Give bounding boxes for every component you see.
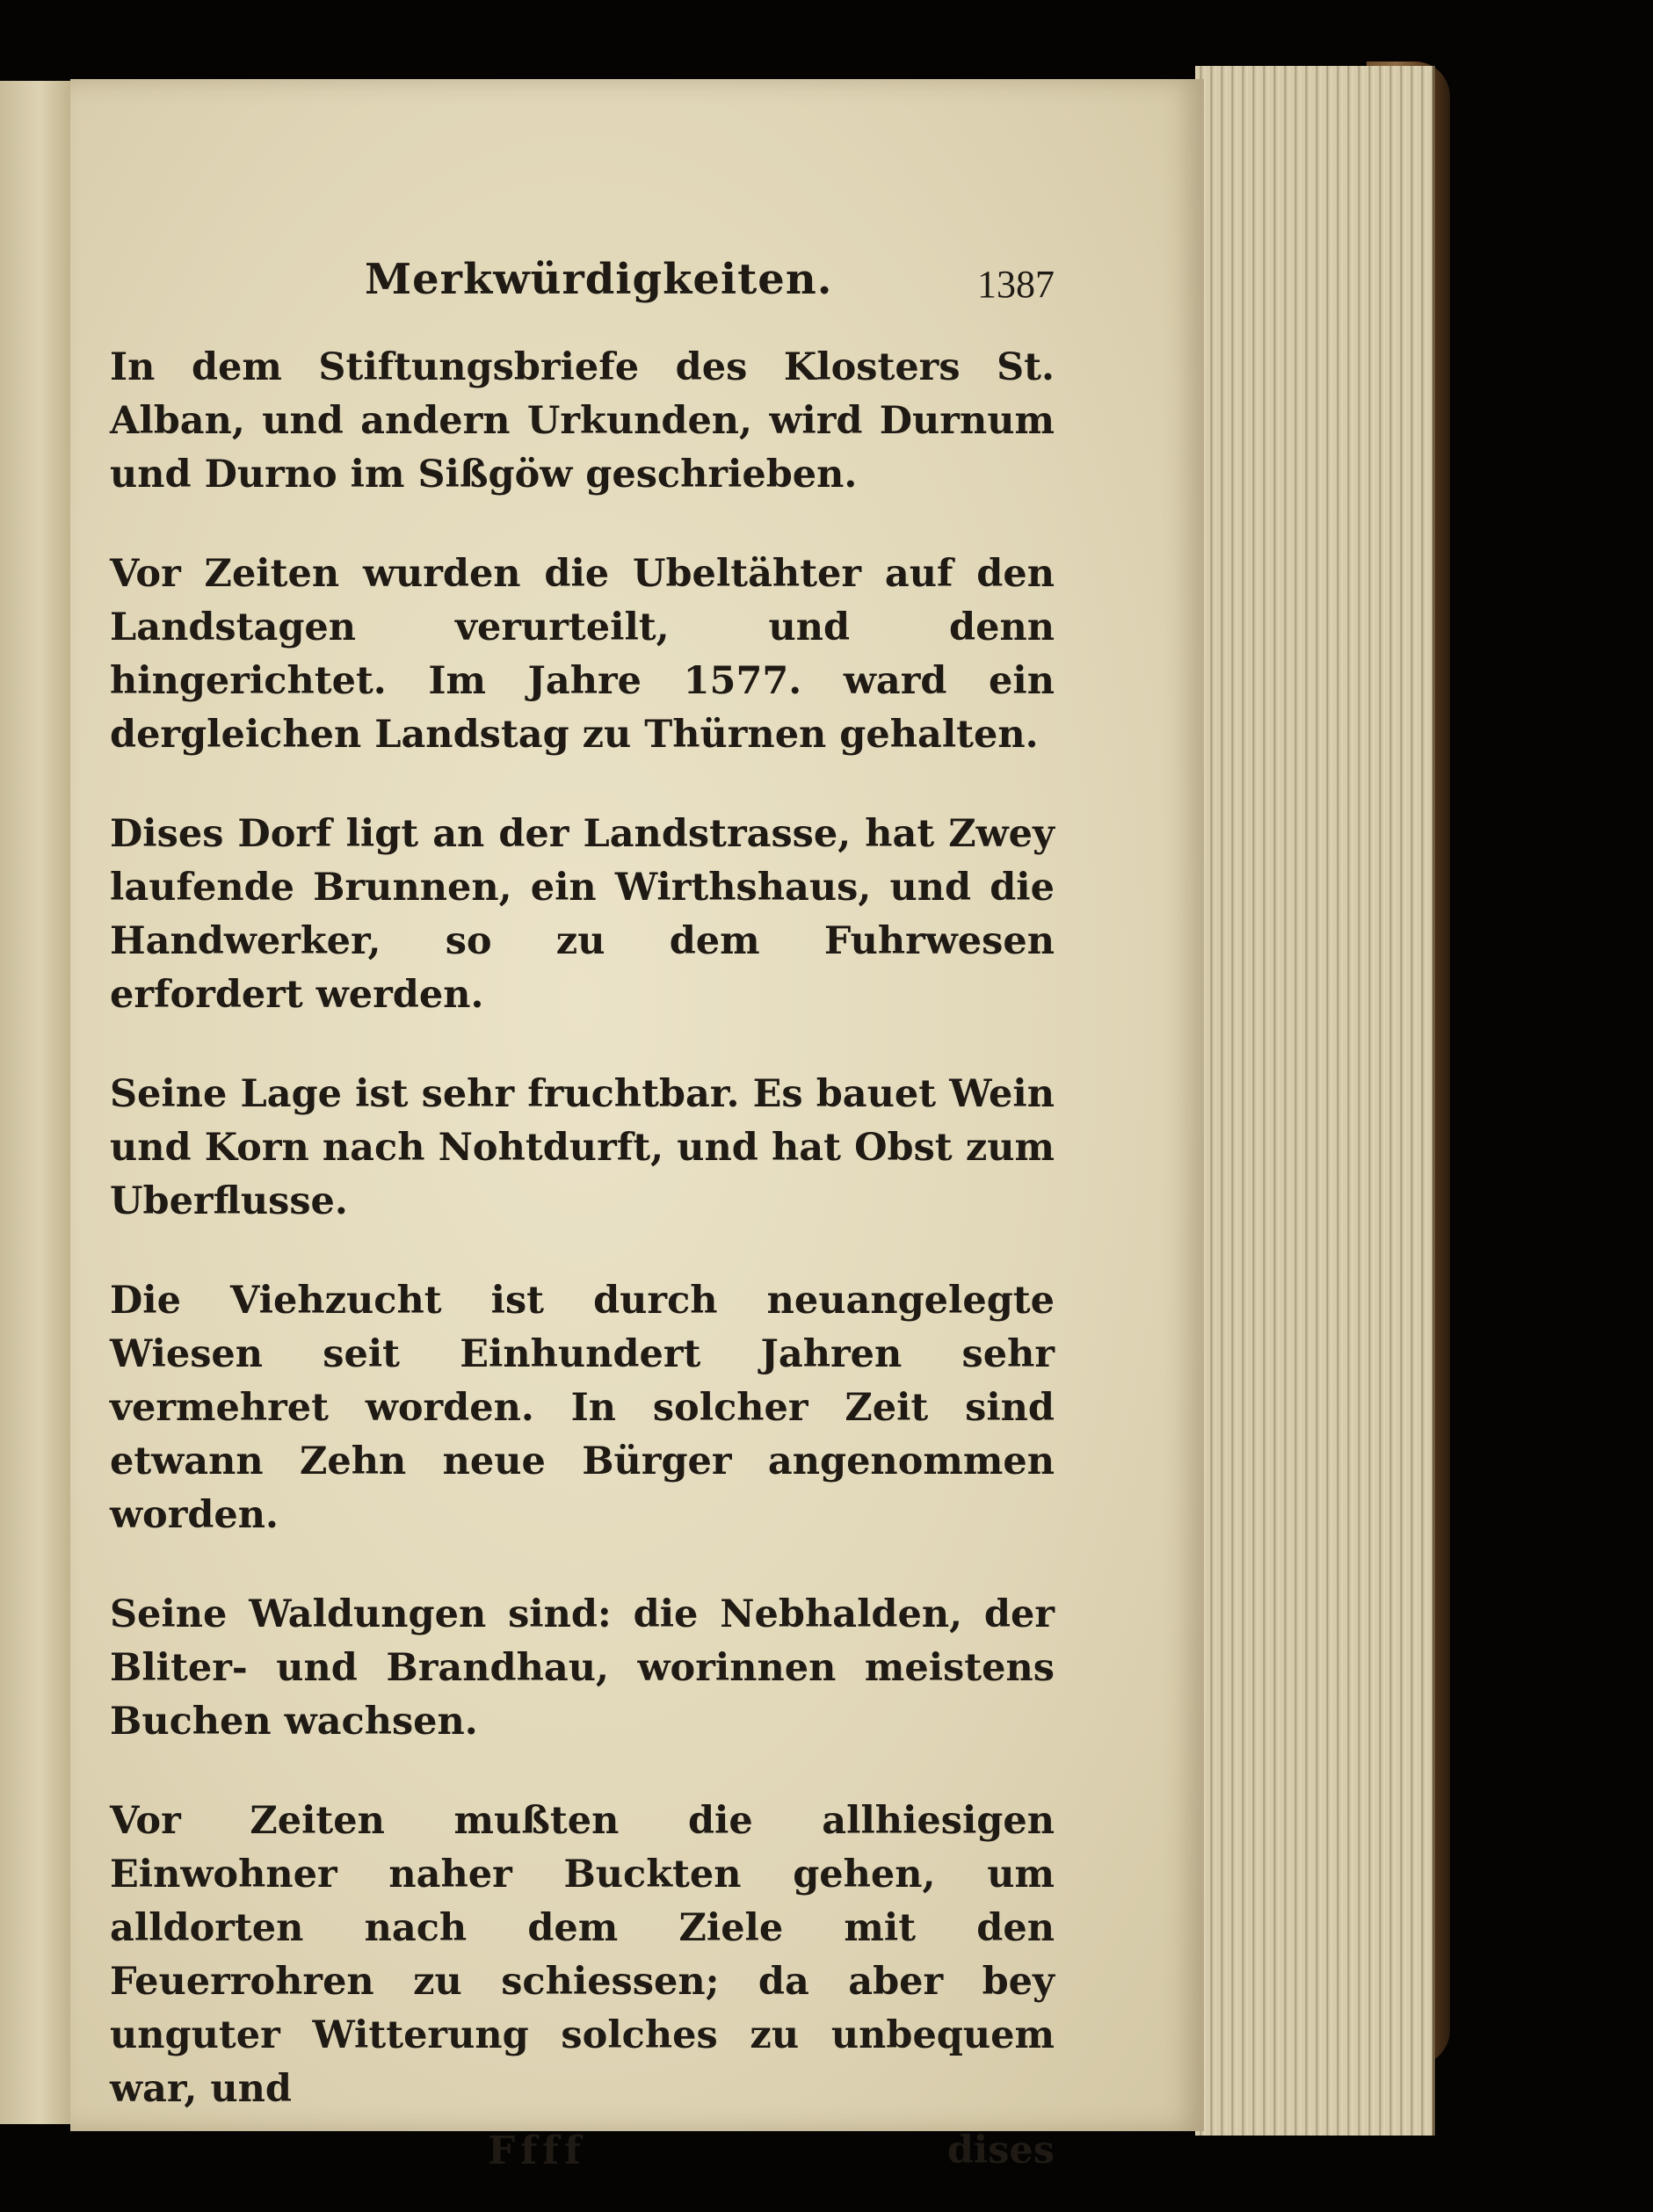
paragraph: Seine Lage ist sehr fruchtbar. Es bauet Wein und Korn nach Nohtdurft, und hat Obst zum Uberflusse.	[110, 1072, 1055, 1223]
page-number: 1387	[977, 263, 1055, 306]
catchword: dises	[946, 2129, 1055, 2172]
running-head: Merkwürdigkeiten.	[365, 255, 833, 304]
page-header	[110, 255, 1055, 325]
page-text	[110, 255, 1055, 2181]
page-footer	[110, 2129, 1055, 2181]
paragraph: Vor Zeiten wurden die Ubeltähter auf den Landstagen verurteilt, und denn hingerichtet. Im Jahre 1577. ward ein dergleichen Landstag zu Thürnen gehalten.	[110, 552, 1055, 757]
body-text	[110, 341, 1055, 2116]
paragraph: Vor Zeiten mußten die allhiesigen Einwohner naher Buckten gehen, um alldorten nach dem Ziele mit den Feuerrohren zu schiessen; da aber bey unguter Witterung solches zu unbequem war, und	[110, 1799, 1055, 2111]
signature-mark: Ffff	[488, 2129, 587, 2173]
paragraph: Seine Waldungen sind: die Nebhalden, der Bliter- und Brandhau, worinnen meistens Buchen wachsen.	[110, 1592, 1055, 1744]
paragraph: Die Viehzucht ist durch neuangelegte Wiesen seit Einhundert Jahren sehr vermehret worden. In solcher Zeit sind etwann Zehn neue Bürger angenommen worden.	[110, 1279, 1055, 1537]
book-page	[70, 79, 1204, 2173]
page-block-edge	[1195, 66, 1435, 2136]
left-page-edge	[0, 81, 72, 2124]
paragraph: In dem Stiftungsbriefe des Klosters St. Alban, und andern Urkunden, wird Durnum und Durno im Sißgöw geschrieben.	[110, 345, 1055, 497]
paragraph: Dises Dorf ligt an der Landstrasse, hat Zwey laufende Brunnen, ein Wirthshaus, und die Handwerker, so zu dem Fuhrwesen erfordert werden.	[110, 812, 1055, 1017]
